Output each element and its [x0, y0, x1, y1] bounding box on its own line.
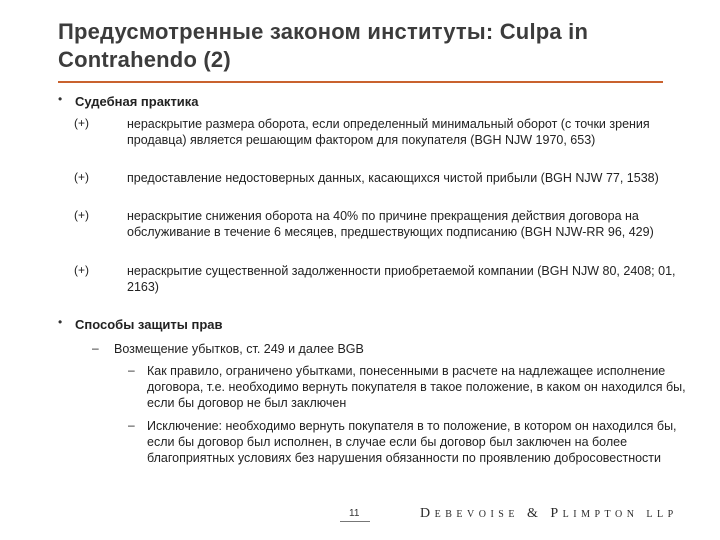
- case-item: нераскрытие снижения оборота на 40% по причине прекращения действия договора на обслуживание в течение 6 месяцев, предшествующих подписанию (BGH NJW-RR 96, 429): [127, 209, 654, 239]
- remedy-detail: Как правило, ограничено убытками, понесенными в расчете на надлежащее исполнение договора, т.е. необходимо вернуть покупателя в такое положение, в каком он находился бы, если бы договор не был заключен: [147, 364, 686, 410]
- bullet-marker: •: [58, 92, 63, 106]
- dash-marker: –: [128, 418, 135, 432]
- page-number-underline: [340, 521, 370, 522]
- item-marker: (+): [74, 208, 89, 222]
- remedy-damages: Возмещение убытков, ст. 249 и далее BGB: [114, 342, 364, 356]
- slide-title: Предусмотренные законом институты: Culpa in Contrahendo (2): [58, 19, 589, 72]
- dash-marker: –: [128, 363, 135, 377]
- item-marker: (+): [74, 170, 89, 184]
- case-item: предоставление недостоверных данных, касающихся чистой прибыли (BGH NJW 77, 1538): [127, 171, 659, 185]
- remedy-detail: Исключение: необходимо вернуть покупателя в то положение, в котором он находился бы, если бы договор был исполнен, в случае если бы договор был заключен на более благоприятных условиях без нарушения обязанности по проявлению добросовестности: [147, 419, 677, 465]
- dash-marker: –: [92, 341, 99, 355]
- item-marker: (+): [74, 263, 89, 277]
- case-item: нераскрытие существенной задолженности приобретаемой компании (BGH NJW 80, 2408; 01, 2163): [127, 264, 676, 294]
- item-marker: (+): [74, 116, 89, 130]
- page-number: 11: [349, 508, 360, 519]
- bullet-marker: •: [58, 315, 63, 329]
- section-heading-remedies: Способы защиты прав: [75, 317, 223, 332]
- title-divider: [58, 81, 663, 83]
- brand-logo: DEBEVOISE & PLIMPTON LLP: [420, 506, 678, 521]
- section-heading-case-law: Судебная практика: [75, 94, 199, 109]
- case-item: нераскрытие размера оборота, если определенный минимальный оборот (с точки зрения продавца) является решающим фактором для покупателя (BGH NJW 1970, 653): [127, 117, 650, 147]
